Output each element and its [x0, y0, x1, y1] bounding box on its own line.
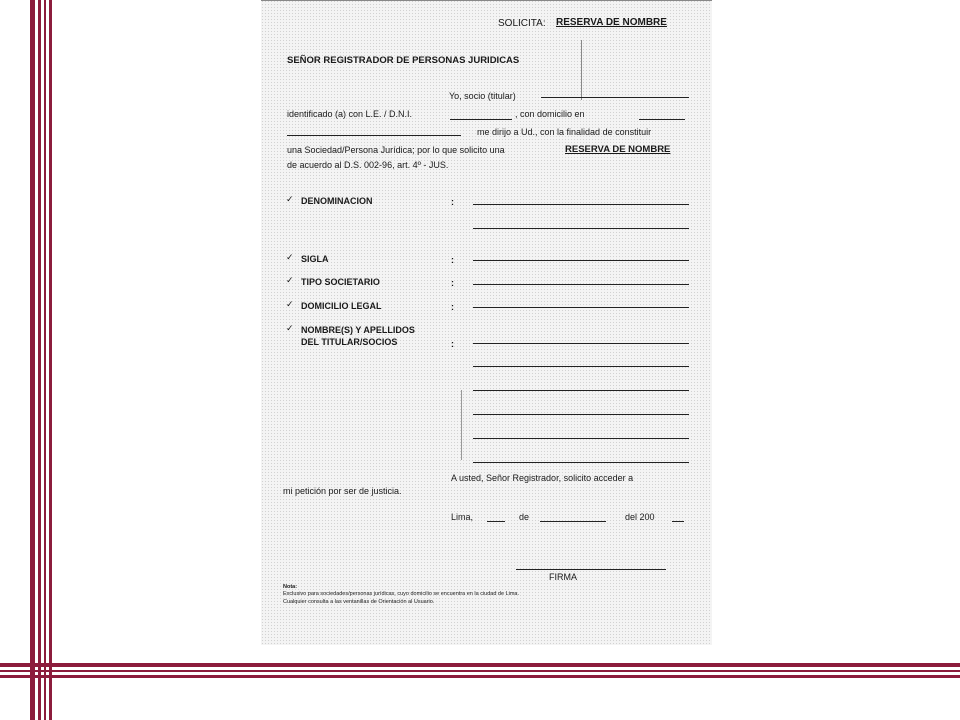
socios-blank-5 [473, 438, 689, 439]
signature-label: FIRMA [549, 572, 577, 582]
check-icon: ✓ [286, 300, 294, 310]
year-blank [672, 521, 684, 522]
body-line-1: Yo, socio (titular) [449, 91, 516, 101]
dni-blank [450, 119, 512, 120]
sigla-blank [473, 260, 689, 261]
addressee: SEÑOR REGISTRADOR DE PERSONAS JURIDICAS [287, 55, 520, 66]
check-icon: ✓ [286, 195, 294, 205]
scan-crease [581, 40, 582, 100]
denominacion-blank-2 [473, 228, 689, 229]
note-title: Nota: [283, 584, 298, 590]
colon: : [451, 255, 454, 265]
field-label-sigla: SIGLA [301, 254, 329, 264]
body-line-2a: identificado (a) con L.E. / D.N.I. [287, 109, 413, 119]
check-icon: ✓ [286, 276, 294, 286]
stripe [49, 0, 52, 720]
scanned-form [261, 0, 712, 645]
signature-line [516, 569, 666, 570]
colon: : [451, 339, 454, 349]
colon: : [451, 302, 454, 312]
body-line-4b: RESERVA DE NOMBRE [565, 144, 671, 155]
date-year: del 200 [625, 512, 655, 522]
date-city: Lima, [451, 512, 474, 522]
socios-blank-1 [473, 343, 689, 344]
socios-blank-4 [473, 414, 689, 415]
stripe [0, 670, 960, 672]
month-blank [540, 521, 606, 522]
date-de: de [519, 512, 530, 522]
socios-blank-6 [473, 462, 689, 463]
scan-top-edge [261, 0, 712, 1]
colon: : [451, 197, 454, 207]
stripe [0, 663, 960, 667]
body-line-5: de acuerdo al D.S. 002-96, art. 4º - JUS. [287, 160, 449, 170]
domicile-blank [639, 119, 685, 120]
field-label-denominacion: DENOMINACION [301, 196, 373, 206]
check-icon: ✓ [286, 253, 294, 263]
field-label-domicilio-legal: DOMICILIO LEGAL [301, 301, 382, 311]
day-blank [487, 521, 505, 522]
check-icon: ✓ [286, 324, 294, 334]
closing-line-1: A usted, Señor Registrador, solicito acceder a [451, 473, 634, 483]
name-blank [541, 97, 689, 98]
field-label-nombres: NOMBRE(S) Y APELLIDOS [301, 325, 415, 335]
body-line-4a: una Sociedad/Persona Jurídica; por lo que solicito una [287, 145, 505, 155]
solicita-label: SOLICITA: [498, 18, 546, 29]
stripe [38, 0, 41, 720]
stripe [30, 0, 35, 720]
stripe [0, 675, 960, 678]
scan-crease [461, 390, 462, 460]
stripe [44, 0, 46, 720]
colon: : [451, 278, 454, 288]
socios-blank-2 [473, 366, 689, 367]
domicilio-blank [473, 307, 689, 308]
denominacion-blank-1 [473, 204, 689, 205]
field-label-tipo-societario: TIPO SOCIETARIO [301, 277, 380, 287]
socios-blank-3 [473, 390, 689, 391]
note-line-2: Cualquier consulta a las ventanillas de Orientación al Usuario. [283, 599, 435, 605]
body-line-2b: , con domicilio en [515, 109, 585, 119]
note-line-1: Exclusivo para sociedades/personas jurídicas, cuyo domicilio se encuentra en la ciudad de Lima. [283, 591, 520, 597]
field-label-nombres-2: DEL TITULAR/SOCIOS [301, 337, 398, 347]
domicile-blank-2 [287, 135, 461, 136]
solicita-value: RESERVA DE NOMBRE [556, 17, 667, 28]
body-line-3: me dirijo a Ud., con la finalidad de constituir [477, 127, 652, 137]
closing-line-2: mi petición por ser de justicia. [283, 486, 402, 496]
tipo-blank [473, 284, 689, 285]
